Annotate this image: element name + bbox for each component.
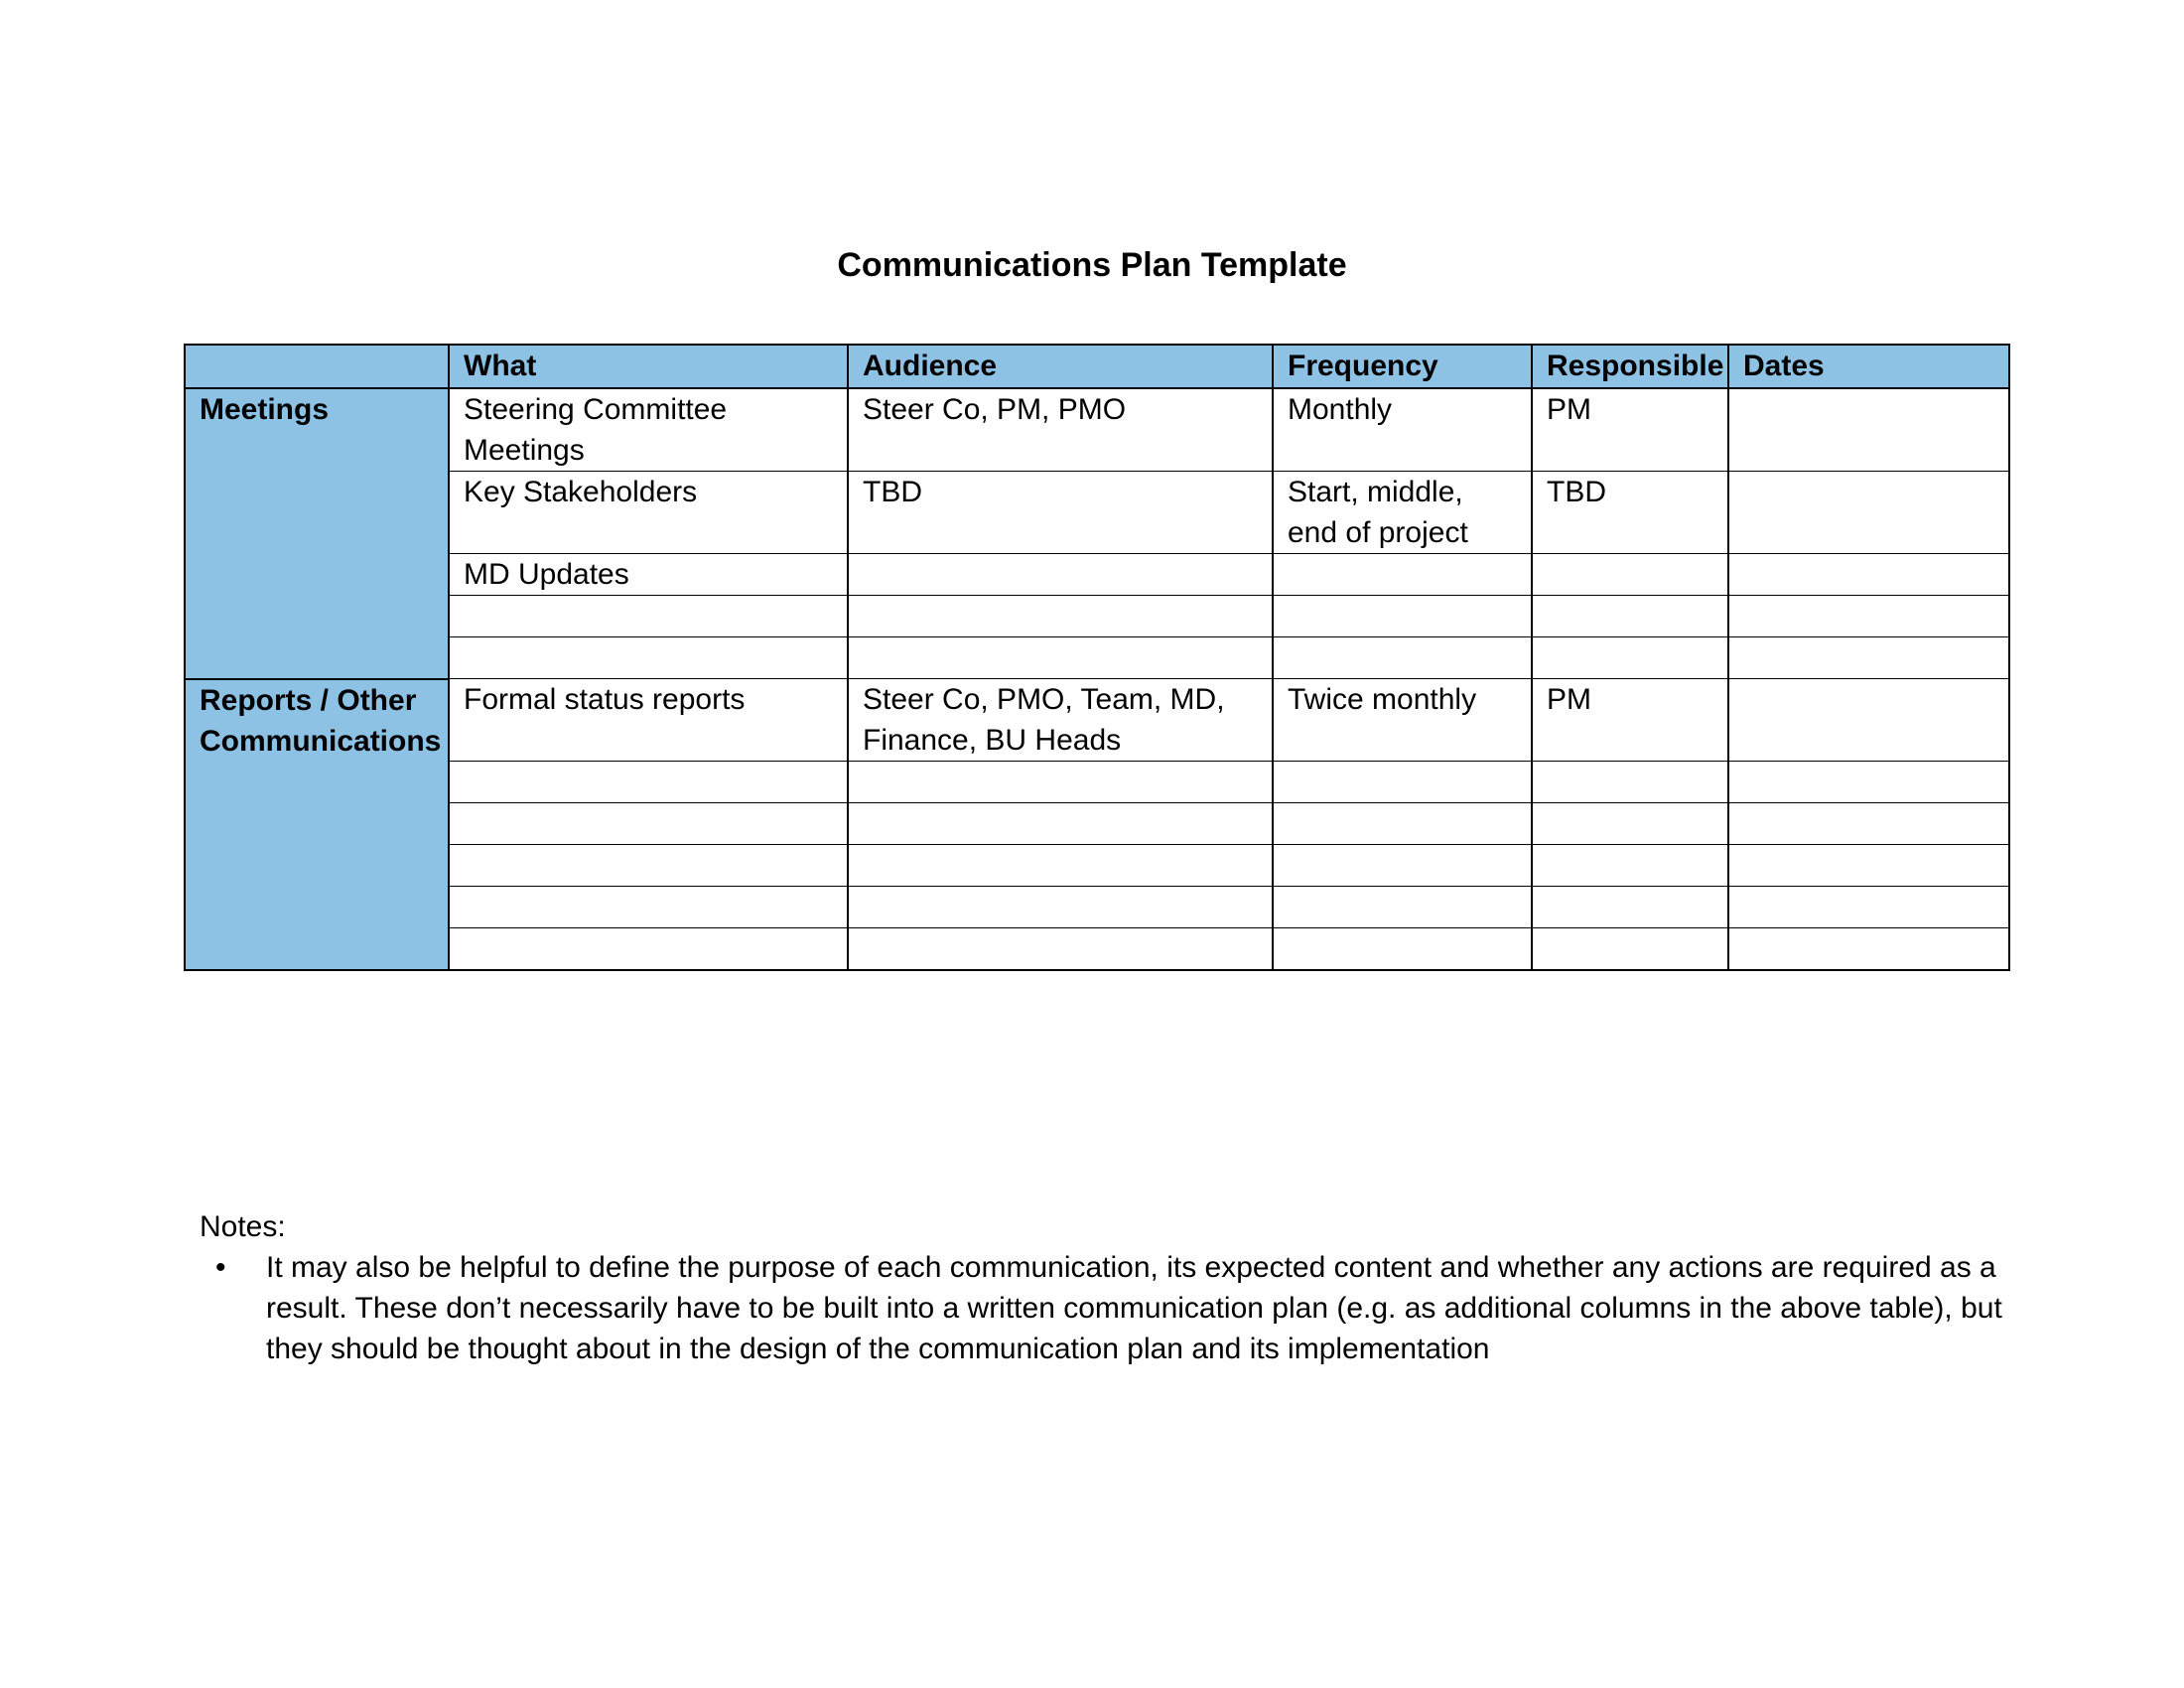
cell-responsible: PM bbox=[1532, 388, 1728, 472]
cell-what: Steering Committee Meetings bbox=[449, 388, 848, 472]
cell-responsible: TBD bbox=[1532, 472, 1728, 554]
section-label-reports: Reports / Other Communications bbox=[185, 679, 449, 971]
cell-audience bbox=[848, 762, 1273, 803]
cell-what: Key Stakeholders bbox=[449, 472, 848, 554]
cell-dates bbox=[1728, 596, 2009, 637]
cell-dates bbox=[1728, 803, 2009, 845]
table-row bbox=[185, 679, 2009, 762]
table-row bbox=[185, 554, 2009, 596]
cell-dates bbox=[1728, 472, 2009, 554]
cell-dates bbox=[1728, 679, 2009, 762]
header-dates: Dates bbox=[1728, 345, 2009, 388]
table-row bbox=[185, 596, 2009, 637]
table-row bbox=[185, 472, 2009, 554]
cell-dates bbox=[1728, 554, 2009, 596]
header-section bbox=[185, 345, 449, 388]
cell-dates bbox=[1728, 762, 2009, 803]
cell-frequency bbox=[1273, 762, 1532, 803]
table-header-row bbox=[185, 345, 2009, 388]
section-label-meetings: Meetings bbox=[185, 388, 449, 679]
cell-frequency bbox=[1273, 637, 1532, 679]
header-frequency: Frequency bbox=[1273, 345, 1532, 388]
header-responsible: Responsible bbox=[1532, 345, 1728, 388]
cell-frequency bbox=[1273, 554, 1532, 596]
cell-what bbox=[449, 803, 848, 845]
cell-responsible bbox=[1532, 803, 1728, 845]
cell-audience bbox=[848, 928, 1273, 971]
table-row bbox=[185, 845, 2009, 887]
cell-frequency: Twice monthly bbox=[1273, 679, 1532, 762]
cell-what bbox=[449, 845, 848, 887]
cell-responsible bbox=[1532, 637, 1728, 679]
notes-label: Notes: bbox=[200, 1210, 286, 1243]
document-title: Communications Plan Template bbox=[837, 246, 1347, 284]
note-text: It may also be helpful to define the purpose of each communication, its expected content and whether any actions are required as a result. These don’t necessarily have to be built into a written communication plan (e.g. as additional columns in the above table), but they should be thought about in the design of the communication plan and its implementation bbox=[266, 1251, 2002, 1365]
cell-audience bbox=[848, 554, 1273, 596]
cell-audience bbox=[848, 803, 1273, 845]
cell-dates bbox=[1728, 845, 2009, 887]
cell-frequency: Start, middle, end of project bbox=[1273, 472, 1532, 554]
header-what: What bbox=[449, 345, 848, 388]
cell-what bbox=[449, 637, 848, 679]
table-row bbox=[185, 887, 2009, 928]
cell-dates bbox=[1728, 928, 2009, 971]
cell-audience bbox=[848, 887, 1273, 928]
cell-frequency bbox=[1273, 803, 1532, 845]
cell-responsible bbox=[1532, 928, 1728, 971]
cell-audience: Steer Co, PM, PMO bbox=[848, 388, 1273, 472]
cell-dates bbox=[1728, 388, 2009, 472]
table-row bbox=[185, 803, 2009, 845]
notes-list bbox=[200, 1247, 2006, 1369]
cell-frequency: Monthly bbox=[1273, 388, 1532, 472]
table-row bbox=[185, 762, 2009, 803]
list-item bbox=[200, 1247, 2006, 1369]
cell-responsible bbox=[1532, 596, 1728, 637]
bullet-icon: • bbox=[215, 1251, 226, 1284]
cell-what: Formal status reports bbox=[449, 679, 848, 762]
communications-plan-table bbox=[184, 344, 2010, 971]
cell-frequency bbox=[1273, 928, 1532, 971]
cell-frequency bbox=[1273, 887, 1532, 928]
cell-responsible bbox=[1532, 887, 1728, 928]
cell-what: MD Updates bbox=[449, 554, 848, 596]
cell-audience: TBD bbox=[848, 472, 1273, 554]
table-row bbox=[185, 637, 2009, 679]
cell-audience: Steer Co, PMO, Team, MD, Finance, BU Heads bbox=[848, 679, 1273, 762]
cell-responsible bbox=[1532, 845, 1728, 887]
cell-audience bbox=[848, 637, 1273, 679]
table-row bbox=[185, 928, 2009, 971]
notes-section bbox=[200, 1206, 2006, 1369]
cell-dates bbox=[1728, 637, 2009, 679]
cell-responsible: PM bbox=[1532, 679, 1728, 762]
cell-frequency bbox=[1273, 596, 1532, 637]
table-row bbox=[185, 388, 2009, 472]
cell-audience bbox=[848, 845, 1273, 887]
cell-audience bbox=[848, 596, 1273, 637]
cell-what bbox=[449, 762, 848, 803]
cell-frequency bbox=[1273, 845, 1532, 887]
cell-responsible bbox=[1532, 762, 1728, 803]
cell-responsible bbox=[1532, 554, 1728, 596]
cell-what bbox=[449, 596, 848, 637]
cell-what bbox=[449, 928, 848, 971]
cell-what bbox=[449, 887, 848, 928]
cell-dates bbox=[1728, 887, 2009, 928]
header-audience: Audience bbox=[848, 345, 1273, 388]
